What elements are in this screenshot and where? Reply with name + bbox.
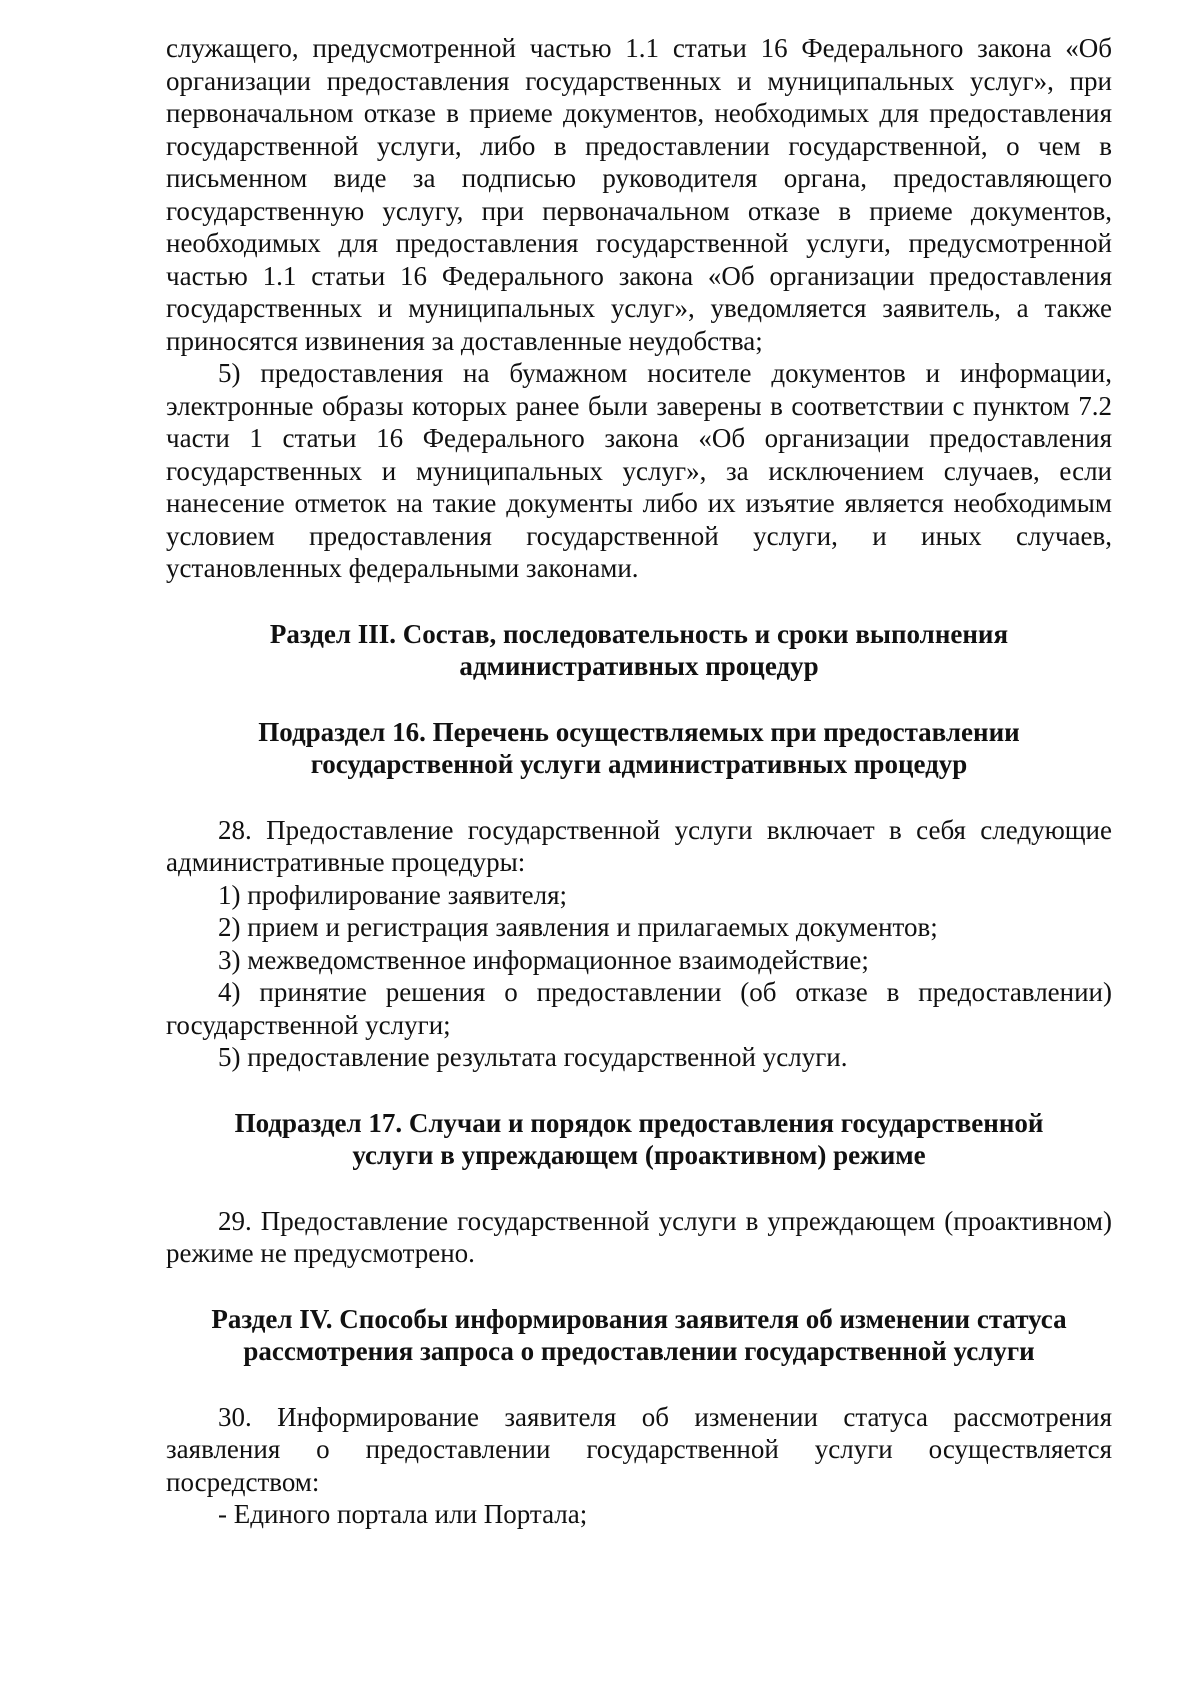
list-item-28-2: 2) прием и регистрация заявления и прилагаемых документов; [218,912,938,942]
subsection-16-heading-line2: государственной услуги административных процедур [310,749,968,779]
subsection-17-heading [166,1107,1112,1172]
subsection-17-heading-line1: Подраздел 17. Случаи и порядок предоставления государственной [234,1107,1044,1138]
section-4-heading [166,1303,1112,1368]
section-3-heading-line1: Раздел III. Состав, последовательность и сроки выполнения [269,618,1009,649]
section-3-heading-line2: административных процедур [459,651,819,681]
paragraph-item-5: 5) предоставления на бумажном носителе документов и информации, электронные образы которых ранее были заверены в соответствии с пунктом 7.2 части 1 статьи 16 Федерального закона «Об организации предоставления государственных и муниципальных услуг», за исключением случаев, если нанесение отметок на такие документы либо их изъятие является необходимым условием предоставления государственной услуги, и иных случаев, установленных федеральными законами. [166,358,1112,583]
section-4-heading-line2: рассмотрения запроса о предоставлении государственной услуги [243,1336,1035,1366]
subsection-16-heading [166,716,1112,781]
paragraph-intro: служащего, предусмотренной частью 1.1 статьи 16 Федерального закона «Об организации предоставления государственных и муниципальных услуг», при первоначальном отказе в приеме документов, необходимых для предоставления государственной услуги, либо в предоставлении государственной, о чем в письменном виде за подписью руководителя органа, предоставляющего государственную услугу, при первоначальном отказе в приеме документов, необходимых для предоставления государственной услуги, предусмотренной частью 1.1 статьи 16 Федерального закона «Об организации предоставления государственных и муниципальных услуг», уведомляется заявитель, а также приносятся извинения за доставленные неудобства; [166,33,1112,356]
paragraph-30: 30. Информирование заявителя об изменении статуса рассмотрения заявления о предоставлении государственной услуги осуществляется посредством: [166,1401,1112,1497]
list-item-28-4: 4) принятие решения о предоставлении (об отказе в предоставлении) государственной услуги; [166,977,1112,1040]
paragraph-29: 29. Предоставление государственной услуги в упреждающем (проактивном) режиме не предусмотрено. [166,1205,1112,1268]
subsection-17-heading-line2: услуги в упреждающем (проактивном) режиме [352,1140,926,1170]
paragraph-28: 28. Предоставление государственной услуги включает в себя следующие административные процедуры: [166,814,1112,877]
list-item-28-3: 3) межведомственное информационное взаимодействие; [218,944,869,975]
section-4-heading-line1: Раздел IV. Способы информирования заявителя об изменении статуса [211,1303,1067,1334]
subsection-16-heading-line1: Подраздел 16. Перечень осуществляемых при предоставлении [258,716,1020,747]
list-item-30-1: - Единого портала или Портала; [218,1499,588,1529]
list-item-28-5: 5) предоставление результата государственной услуги. [218,1042,848,1072]
section-3-heading [166,618,1112,683]
list-item-28-1: 1) профилирование заявителя; [218,879,568,910]
